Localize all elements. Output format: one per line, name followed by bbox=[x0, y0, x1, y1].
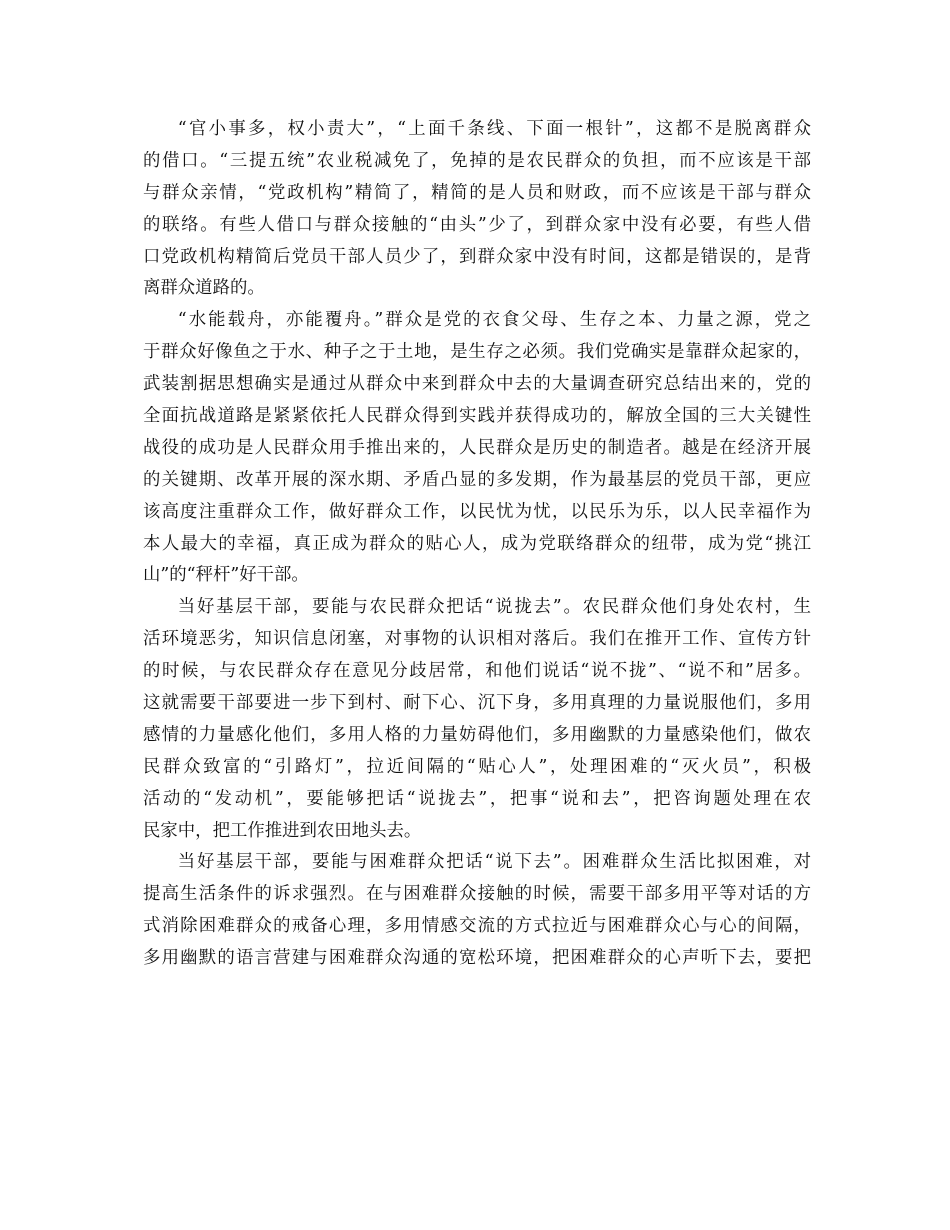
paragraph-1 bbox=[143, 114, 811, 305]
text-line: 战役的成功是人民群众用手推出来的，人民群众是历史的制造者。越是在经济开展 bbox=[143, 437, 811, 458]
text-line: 全面抗战道路是紧紧依托人民群众得到实践并获得成功的，解放全国的三大关键性 bbox=[143, 406, 811, 427]
paragraph-2 bbox=[143, 305, 811, 592]
text-line: 感情的力量感化他们，多用人格的力量妨碍他们，多用幽默的力量感染他们，做农 bbox=[143, 724, 811, 745]
text-line: “官小事多，权小责大”，“上面千条线、下面一根针”，这都不是脱离群众 bbox=[177, 119, 811, 139]
text-line: 民群众致富的“引路灯”，拉近间隔的“贴心人”，处理困难的“灭火员”，积极 bbox=[143, 756, 811, 777]
text-line: 活环境恶劣，知识信息闭塞，对事物的认识相对落后。我们在推开工作、宣传方针 bbox=[143, 629, 811, 650]
text-line: 当好基层干部，要能与农民群众把话“说拢去”。农民群众他们身处农村，生 bbox=[177, 597, 811, 618]
text-line: 提高生活条件的诉求强烈。在与困难群众接触的时候，需要干部多用平等对话的方 bbox=[143, 884, 811, 905]
text-line: 的借口。“三提五统”农业税减免了，免掉的是农民群众的负担，而不应该是干部 bbox=[143, 150, 811, 171]
text-line: 民家中，把工作推进到农田地头去。 bbox=[143, 820, 422, 841]
text-line: 武装割据思想确实是通过从群众中来到群众中去的大量调查研究总结出来的，党的 bbox=[143, 374, 811, 395]
text-line: 活动的“发动机”，要能够把话“说拢去”，把事“说和去”，把咨询题处理在农 bbox=[143, 788, 811, 809]
text-line: 式消除困难群众的戒备心理，多用情感交流的方式拉近与困难群众心与心的间隔， bbox=[143, 916, 811, 937]
text-line: 山”的“秤杆”好干部。 bbox=[143, 565, 309, 586]
text-line: 与群众亲情，“党政机构”精简了，精简的是人员和财政，而不应该是干部与群众 bbox=[143, 182, 811, 203]
text-line: 于群众好像鱼之于水、种子之于土地，是生存之必须。我们党确实是靠群众起家的， bbox=[143, 342, 811, 363]
text-line: 这就需要干部要进一步下到村、耐下心、沉下身，多用真理的力量说服他们，多用 bbox=[143, 693, 811, 714]
text-line: 本人最大的幸福，真正成为群众的贴心人，成为党联络群众的纽带，成为党“挑江 bbox=[143, 533, 811, 554]
text-line: 的关键期、改革开展的深水期、矛盾凸显的多发期，作为最基层的党员干部，更应 bbox=[143, 469, 811, 490]
text-line: 该高度注重群众工作，做好群众工作，以民忧为忧，以民乐为乐，以人民幸福作为 bbox=[143, 501, 811, 522]
paragraph-3 bbox=[143, 592, 811, 847]
paragraph-4 bbox=[143, 847, 811, 975]
text-line: 当好基层干部，要能与困难群众把话“说下去”。困难群众生活比拟困难，对 bbox=[177, 852, 811, 873]
text-line: 口党政机构精简后党员干部人员少了，到群众家中没有时间，这都是错误的，是背 bbox=[143, 246, 811, 267]
document-page bbox=[143, 114, 811, 975]
text-line: 的时候，与农民群众存在意见分歧居常，和他们说话“说不拢”、“说不和”居多。 bbox=[143, 661, 811, 682]
text-line: 的联络。有些人借口与群众接触的“由头”少了，到群众家中没有必要，有些人借 bbox=[143, 214, 811, 235]
text-line: “水能载舟，亦能覆舟。”群众是党的衣食父母、生存之本、力量之源，党之 bbox=[177, 310, 811, 331]
text-line: 离群众道路的。 bbox=[143, 278, 265, 299]
text-line: 多用幽默的语言营建与困难群众沟通的宽松环境，把困难群众的心声听下去，要把 bbox=[143, 948, 811, 969]
